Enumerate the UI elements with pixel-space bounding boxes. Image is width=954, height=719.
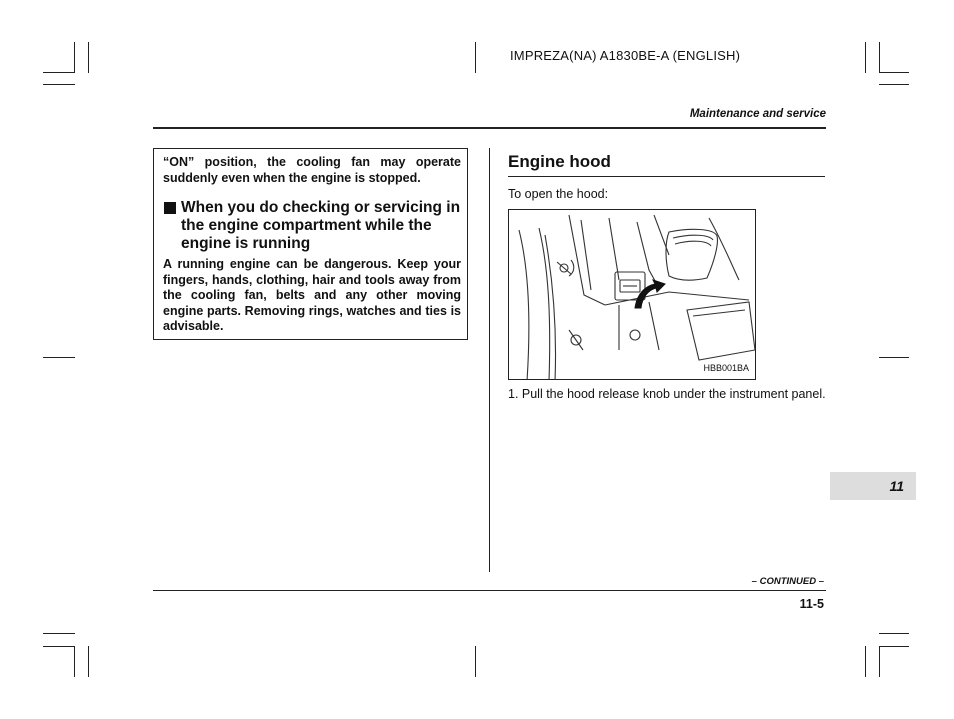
crop-mark xyxy=(879,84,909,85)
crop-mark xyxy=(74,42,75,73)
crop-mark xyxy=(879,357,909,358)
square-bullet-icon xyxy=(164,202,176,214)
column-divider xyxy=(489,148,490,572)
crop-mark xyxy=(43,633,75,634)
step-1-text: 1. Pull the hood release knob under the instrument panel. xyxy=(508,387,826,401)
page-number: 11-5 xyxy=(799,597,824,611)
warning-body: A running engine can be dangerous. Keep your fingers, hands, clothing, hair and tools away from the cooling fan, belts and any other moving engine parts. Removing rings, watches and ties is advisable. xyxy=(163,257,461,333)
chapter-number: 11 xyxy=(889,478,904,494)
section-title: Maintenance and service xyxy=(689,108,826,120)
continued-label: – CONTINUED – xyxy=(751,576,824,587)
header-rule xyxy=(153,127,826,129)
crop-mark xyxy=(88,42,89,73)
engine-hood-title: Engine hood xyxy=(508,152,611,171)
crop-mark xyxy=(879,633,909,634)
crop-mark xyxy=(879,646,880,677)
crop-mark xyxy=(88,646,89,677)
document-id: IMPREZA(NA) A1830BE-A (ENGLISH) xyxy=(510,48,741,63)
warning-heading-text: When you do checking or servicing in the engine compartment while the engine is running xyxy=(181,199,461,252)
crop-mark xyxy=(879,72,909,73)
crop-mark xyxy=(43,84,75,85)
hood-release-illustration xyxy=(509,210,756,380)
figure-code: HBB001BA xyxy=(703,363,749,373)
crop-mark xyxy=(879,42,880,73)
footer-rule xyxy=(153,590,826,591)
warning-continued-text: “ON” position, the cooling fan may operate suddenly even when the engine is stopped. xyxy=(163,155,461,185)
crop-mark xyxy=(43,646,75,647)
hood-release-figure xyxy=(508,209,756,380)
crop-mark xyxy=(74,646,75,677)
warning-box xyxy=(153,148,468,340)
title-rule xyxy=(508,176,825,177)
warning-heading xyxy=(164,199,461,253)
crop-mark xyxy=(43,72,75,73)
intro-text: To open the hood: xyxy=(508,187,609,201)
crop-mark xyxy=(475,646,476,677)
chapter-tab xyxy=(830,472,916,500)
crop-mark xyxy=(865,42,866,73)
crop-mark xyxy=(865,646,866,677)
crop-mark xyxy=(879,646,909,647)
crop-mark xyxy=(43,357,75,358)
crop-mark xyxy=(475,42,476,73)
